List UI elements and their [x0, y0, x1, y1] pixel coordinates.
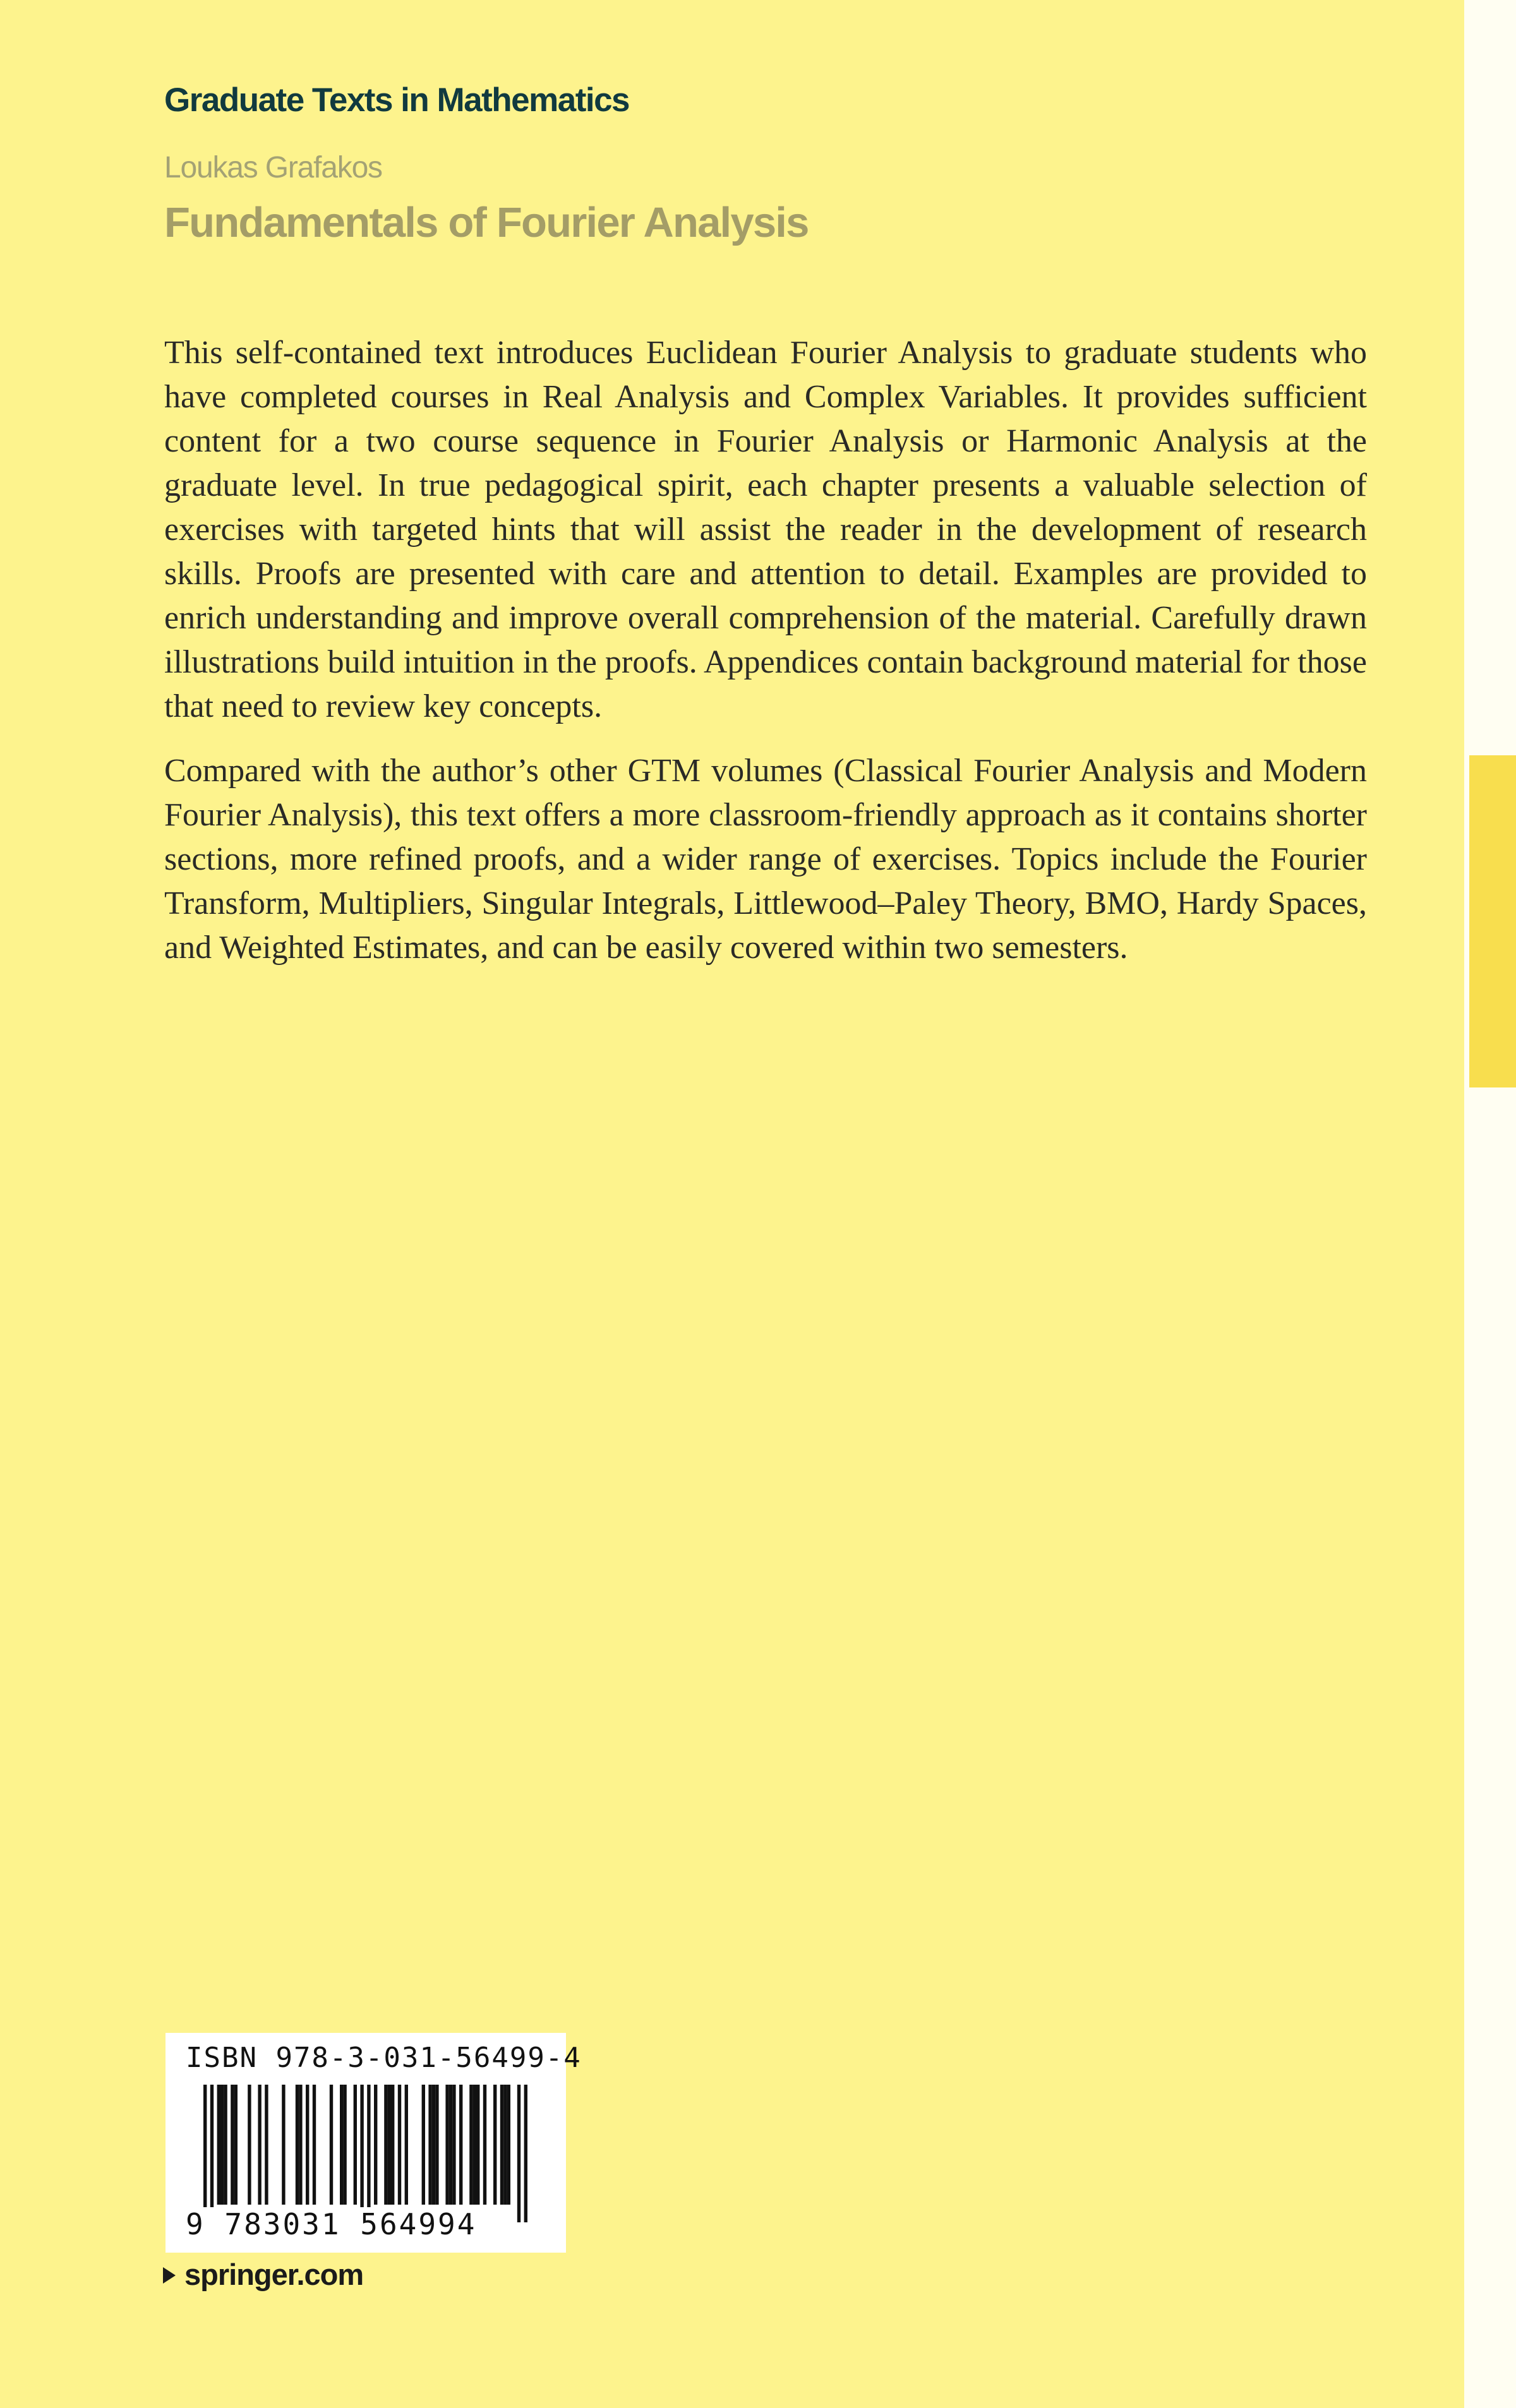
barcode-bar: [473, 2085, 476, 2205]
description-paragraph: This self-contained text introduces Euclidean Fourier Analysis to graduate students who have completed courses in Real Analysis and Complex Variables. It provides sufficient content for a two course sequence in Fourier Analysis or Harmonic Analysis at the graduate level. In true pedagogical spirit, each chapter presents a valuable selection of exercises with targeted hints that will assist the reader in the development of research skills. Proofs are presented with care and attention to detail. Examples are provided to enrich understanding and improve overall comprehension of the material. Carefully drawn illustrations build intuition in the proofs. Appendices contain background material for those that need to review key concepts.: [164, 335, 1367, 724]
barcode-bar: [422, 2085, 425, 2205]
barcode-bar: [507, 2085, 510, 2205]
publisher-link[interactable]: [163, 2257, 363, 2292]
barcode-bar: [388, 2085, 391, 2205]
barcode-bar: [296, 2085, 299, 2205]
barcode-bar: [265, 2085, 268, 2205]
barcode-bar: [231, 2085, 234, 2205]
barcode-bar: [428, 2085, 431, 2205]
barcode-bar: [306, 2085, 309, 2205]
isbn-label: ISBN 978-3-031-56499-4: [186, 2042, 582, 2074]
barcode-bar: [432, 2085, 435, 2205]
barcode-bar: [483, 2085, 486, 2205]
barcode-bar: [282, 2085, 285, 2205]
arrow-right-icon: [163, 2267, 176, 2284]
barcode-bar: [340, 2085, 343, 2205]
barcode-bar: [343, 2085, 346, 2205]
author-name: Loukas Grafakos: [164, 151, 382, 184]
barcode-bar: [524, 2085, 527, 2222]
isbn-barcode-block: [165, 2033, 582, 2253]
cover-edge-strip: [1464, 0, 1516, 2408]
barcode-bar: [203, 2085, 207, 2222]
barcode-bar: [330, 2085, 333, 2205]
barcode-bar: [224, 2085, 227, 2205]
barcode-bar: [503, 2085, 507, 2205]
barcode-bar: [248, 2085, 251, 2205]
barcode-bar: [452, 2085, 455, 2205]
cover-edge-tab: [1469, 755, 1516, 1087]
description-paragraph: Compared with the author’s other GTM volumes (Classical Fourier Analysis and Modern Fourier Analysis), this text offers a more classroom-friendly approach as it contains shorter sections, more refined proofs, and a wider range of exercises. Topics include the Fourier Transform, Multipliers, Singular Integrals, Littlewood–Paley Theory, BMO, Hardy Spaces, and Weighted Estimates, and can be easily covered within two semesters.: [164, 753, 1367, 966]
barcode-bar: [354, 2085, 357, 2205]
barcode-bar: [459, 2085, 462, 2205]
barcode-bar: [367, 2085, 370, 2222]
book-description: [164, 331, 1367, 970]
barcode-bar: [374, 2085, 377, 2205]
barcode-number: 9 783031 564994: [186, 2207, 477, 2241]
barcode-bar: [445, 2085, 448, 2205]
barcode-bar: [210, 2085, 214, 2222]
barcode-bar: [398, 2085, 401, 2205]
barcode-bar: [469, 2085, 472, 2205]
barcode-bar: [217, 2085, 220, 2205]
series-title: Graduate Texts in Mathematics: [164, 81, 630, 119]
barcode-bar: [299, 2085, 302, 2205]
barcode-bar: [234, 2085, 238, 2205]
barcode-bar: [220, 2085, 224, 2205]
barcode-bar: [500, 2085, 503, 2205]
barcode-bar: [258, 2085, 261, 2205]
barcode-bar: [391, 2085, 394, 2205]
barcode-bar: [476, 2085, 479, 2205]
barcode-bar: [435, 2085, 438, 2205]
barcode-bar: [405, 2085, 408, 2205]
barcode-bar: [313, 2085, 316, 2205]
barcode-bar: [449, 2085, 452, 2205]
barcode-bar: [360, 2085, 363, 2222]
barcode-bar: [517, 2085, 520, 2222]
barcode-bar: [384, 2085, 387, 2205]
publisher-link-text[interactable]: springer.com: [184, 2258, 364, 2291]
barcode-bar: [493, 2085, 496, 2205]
book-title: Fundamentals of Fourier Analysis: [164, 199, 809, 246]
